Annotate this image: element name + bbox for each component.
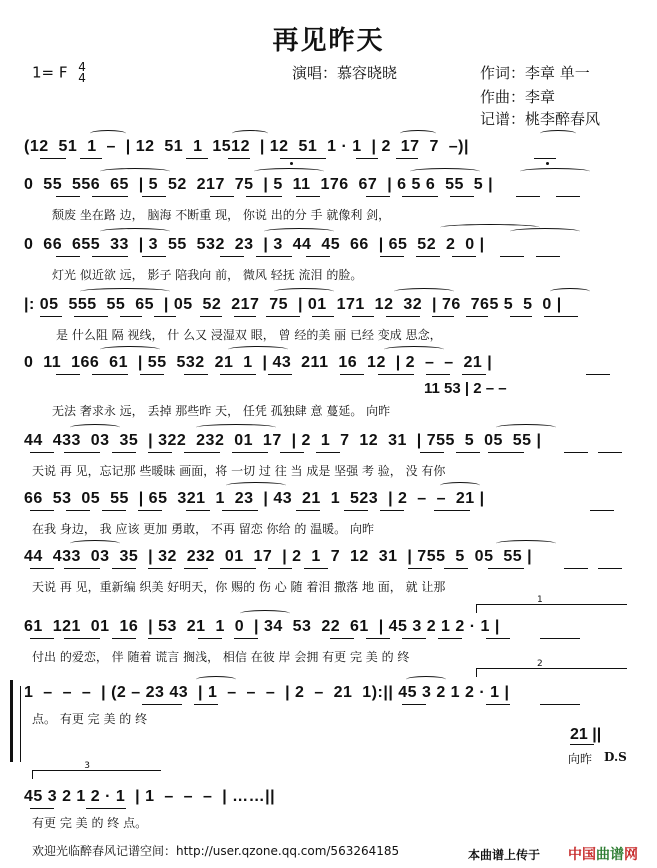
key-signature	[32, 62, 86, 84]
lyrics-line-7: 天说 再 见，重新编 织美 好明天，你 赐的 伤 心 随 着泪 撒落 地 面， 就 让那	[32, 580, 446, 594]
key-label: 1= F	[32, 63, 68, 82]
composer-credit: 作曲：李章	[480, 88, 556, 106]
score-line-8	[24, 618, 636, 644]
lyrics-line-5: 天说 再 见，忘记那 些暖昧 画面，将 一切 过 往 当 成是 坚强 考 验， 没 有你	[32, 464, 446, 478]
score-line-intro	[24, 138, 636, 164]
score-notes: 0 11 166 61 | 55 532 21 1 | 43 211 16 12 | 2 – – 21 |	[24, 354, 493, 371]
ds-mark: D.S	[604, 750, 627, 764]
lyrics-line-4: 无法 奢求永 远， 丢掉 那些昨 天， 任凭 孤独肆 意 蔓延。 向昨	[52, 404, 391, 418]
score-line-6	[24, 490, 636, 516]
upload-note: 本曲谱上传于	[468, 848, 541, 862]
repeat-bracket	[10, 680, 13, 762]
score-notes: 1 – – – | (2 – 23 43 | 1 – – – | 2 – 21 1):|| 45 3 2 1 2 · 1 |	[24, 684, 510, 701]
score-notes: 0 55 556 65 | 5 52 217 75 | 5 11 176 67 | 6 5 6 55 5 |	[24, 176, 494, 193]
logo-suffix: 网	[624, 847, 638, 863]
logo-prefix: 中国	[568, 847, 596, 863]
volta-label: 1	[537, 595, 543, 605]
volta-2	[476, 659, 627, 677]
time-signature	[78, 62, 86, 84]
score-notes: 61 121 01 16 | 53 21 1 0 | 34 53 22 61 | 45 3 2 1 2 · 1 |	[24, 618, 500, 635]
logo-mid: 曲谱	[596, 847, 624, 863]
score-notes: (12 51 1 – | 12 51 1 1512 | 12 51 1 · 1 | 2 17 7 –)|	[24, 138, 469, 155]
score-line-2	[24, 236, 636, 262]
score-line-7	[24, 548, 636, 574]
volta-3	[32, 761, 161, 779]
ending-notes: 21 ||	[570, 726, 602, 743]
volta-label: 3	[84, 761, 90, 771]
lyrics-line-2: 灯光 似近欲 远， 影子 陪我向 前， 微风 轻抚 流泪 的脸。	[52, 268, 363, 282]
volta-label: 2	[537, 659, 543, 669]
score-line-9	[24, 684, 636, 710]
time-signature-top: 4	[78, 60, 86, 74]
lyrics-line-1: 颓废 坐在路 边， 脑海 不断重 现， 你说 出的分 手 就像利 剑，	[52, 208, 391, 222]
page-title: 再见昨天	[272, 26, 385, 56]
lyrics-line-6: 在我 身边， 我 应该 更加 勇敢， 不再 留恋 你给 的 温暖。 向昨	[32, 522, 374, 536]
lyrics-line-9: 点。 有更 完 美 的 终	[32, 712, 148, 726]
lyrics-line-8: 付出 的爱恋， 伴 随着 谎言 搁浅， 相信 在彼 岸 会拥 有更 完 美 的 终	[32, 650, 410, 664]
score-notes: 0 66 655 33 | 3 55 532 23 | 3 44 45 66 | 65 52 2 0 |	[24, 236, 485, 253]
lyrics-line-10: 有更 完 美 的 终 点。	[32, 816, 148, 830]
transcriber-credit: 记谱：桃李醉春风	[480, 110, 601, 128]
alt-notes: 11 53 | 2 – –	[424, 380, 507, 397]
ending-lyrics: 向昨	[568, 752, 593, 766]
score-line-4	[24, 354, 636, 380]
score-notes: |: 05 555 55 65 | 05 52 217 75 | 01 171 12 32 | 76 765 5 5 0 |	[24, 296, 562, 313]
lyricist-credit: 作词：李章 单一	[480, 64, 590, 82]
volta-1	[476, 595, 627, 613]
footer-credit: 欢迎光临醉春风记谱空间：http://user.qzone.qq.com/563264185	[32, 844, 400, 858]
site-logo	[568, 844, 638, 864]
singer-credit: 演唱：慕容晓晓	[292, 64, 398, 82]
score-notes: 44 433 03 35 | 322 232 01 17 | 2 1 7 12 31 | 755 5 05 55 |	[24, 432, 542, 449]
score-notes: 66 53 05 55 | 65 321 1 23 | 43 21 1 523 | 2 – – 21 |	[24, 490, 485, 507]
score-line-5	[24, 432, 636, 458]
lyrics-line-3: 是 什么阻 隔 视线， 什 么又 浸湿双 眼， 曾 经的美 丽 已经 变成 思念，	[56, 328, 442, 342]
score-line-3	[24, 296, 636, 322]
score-line-1	[24, 176, 636, 202]
time-signature-bottom: 4	[78, 71, 86, 85]
score-line-10	[24, 788, 636, 814]
score-notes: 45 3 2 1 2 · 1 | 1 – – – | ……||	[24, 788, 276, 805]
score-notes: 44 433 03 35 | 32 232 01 17 | 2 1 7 12 31 | 755 5 05 55 |	[24, 548, 533, 565]
